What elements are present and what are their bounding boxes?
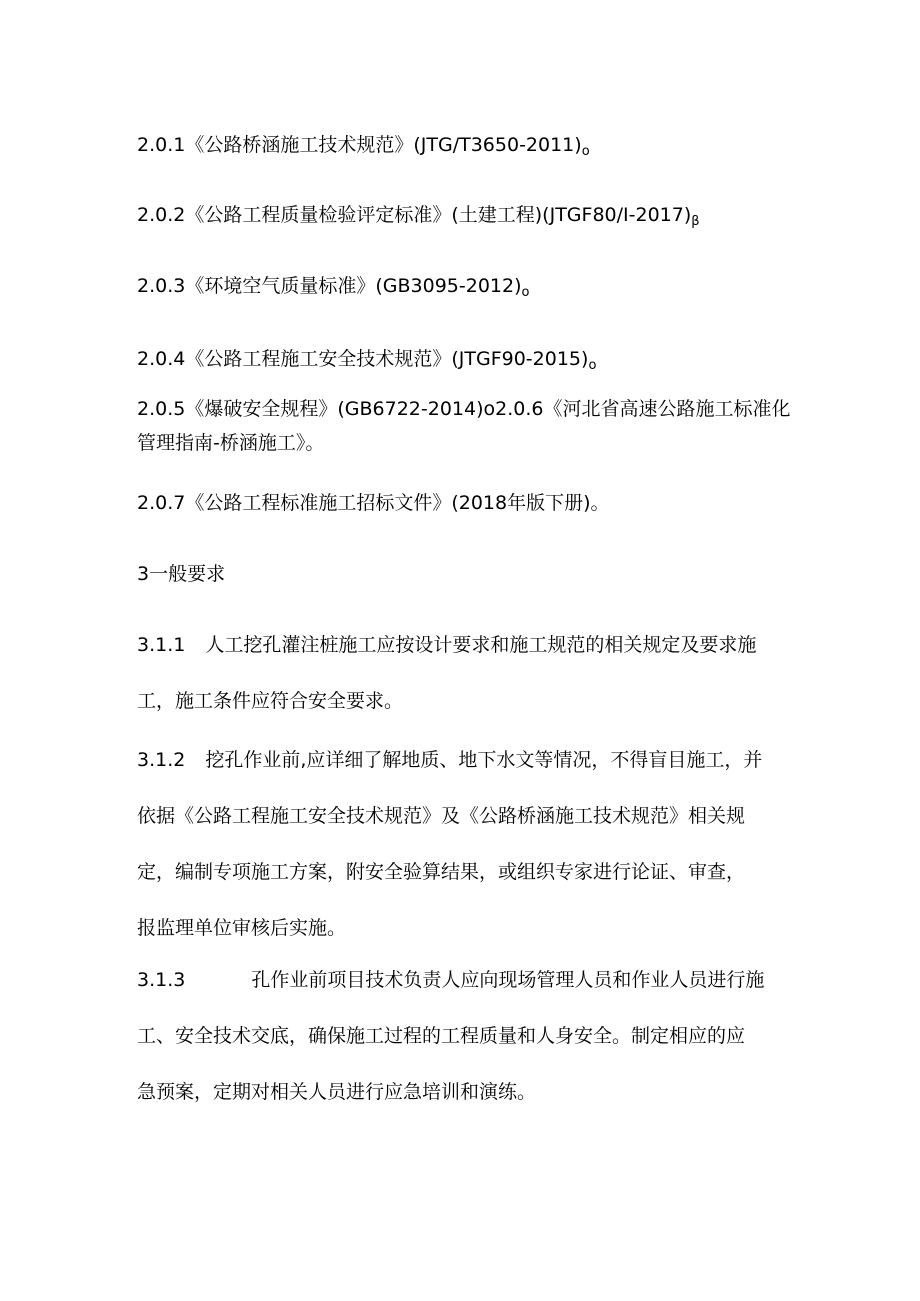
reference-number: 2.0.1 (137, 134, 186, 156)
clause-line: 工、安全技术交底，确保施工过程的工程质量和人身安全。制定相应的应 (137, 1025, 746, 1047)
clause-line: 急预案，定期对相关人员进行应急培训和演练。 (137, 1081, 537, 1103)
clause-line: 工，施工条件应符合安全要求。 (137, 690, 404, 712)
reference-item (137, 201, 797, 236)
clause-line: 定，编制专项施工方案，附安全验算结果，或组织专家进行论证、审查， (137, 861, 746, 883)
reference-number: 2.0.4 (137, 348, 186, 370)
reference-suffix: β (691, 214, 700, 229)
reference-item (137, 131, 797, 166)
reference-item-combined (137, 395, 791, 463)
clause-3-1-3 (137, 966, 787, 1134)
clause-line: 依据《公路工程施工安全技术规范》及《公路桥涵施工技术规范》相关规 (137, 805, 746, 827)
reference-line: 管理指南-桥涵施工》。 (137, 432, 325, 454)
clause-text: 人工挖孔灌注桩施工应按设计要求和施工规范的相关规定及要求施 (205, 634, 757, 656)
clause-text: 挖孔作业前,应详细了解地质、地下水文等情况，不得盲目施工，并 (205, 749, 763, 771)
reference-suffix: o (581, 144, 590, 159)
clause-3-1-1 (137, 631, 787, 743)
reference-text: 《环境空气质量标准》(GB3095-2012) (185, 275, 522, 297)
section-title: 3一般要求 (137, 563, 226, 585)
reference-text: 《公路工程质量检验评定标准》(土建工程)(JTGF80/I-2017) (185, 204, 692, 226)
clause-line (137, 746, 787, 802)
reference-item (137, 489, 797, 517)
clause-line (137, 631, 787, 687)
reference-text: 2.0.7《公路工程标准施工招标文件》(2018年版下册)。 (137, 492, 610, 514)
clause-line (137, 966, 787, 1022)
reference-line: 2.0.5《爆破安全规程》(GB6722-2014)o2.0.6《河北省高速公路施工标准化 (137, 398, 791, 420)
clause-3-1-2 (137, 746, 787, 970)
reference-text: 《公路工程施工安全技术规范》(JTGF90-2015) (185, 348, 589, 370)
clause-text: 孔作业前项目技术负责人应向现场管理人员和作业人员进行施 (251, 969, 765, 991)
clause-line: 报监理单位审核后实施。 (137, 917, 347, 939)
reference-number: 2.0.2 (137, 204, 186, 226)
reference-text: 《公路桥涵施工技术规范》(JTG/T3650-2011) (185, 134, 582, 156)
reference-suffix: o (521, 285, 530, 300)
reference-item (137, 272, 797, 307)
clause-number: 3.1.1 (137, 634, 186, 656)
clause-number: 3.1.3 (137, 969, 186, 991)
reference-number: 2.0.3 (137, 275, 186, 297)
reference-item (137, 345, 797, 380)
clause-number: 3.1.2 (137, 749, 186, 771)
reference-suffix: o (588, 358, 597, 373)
